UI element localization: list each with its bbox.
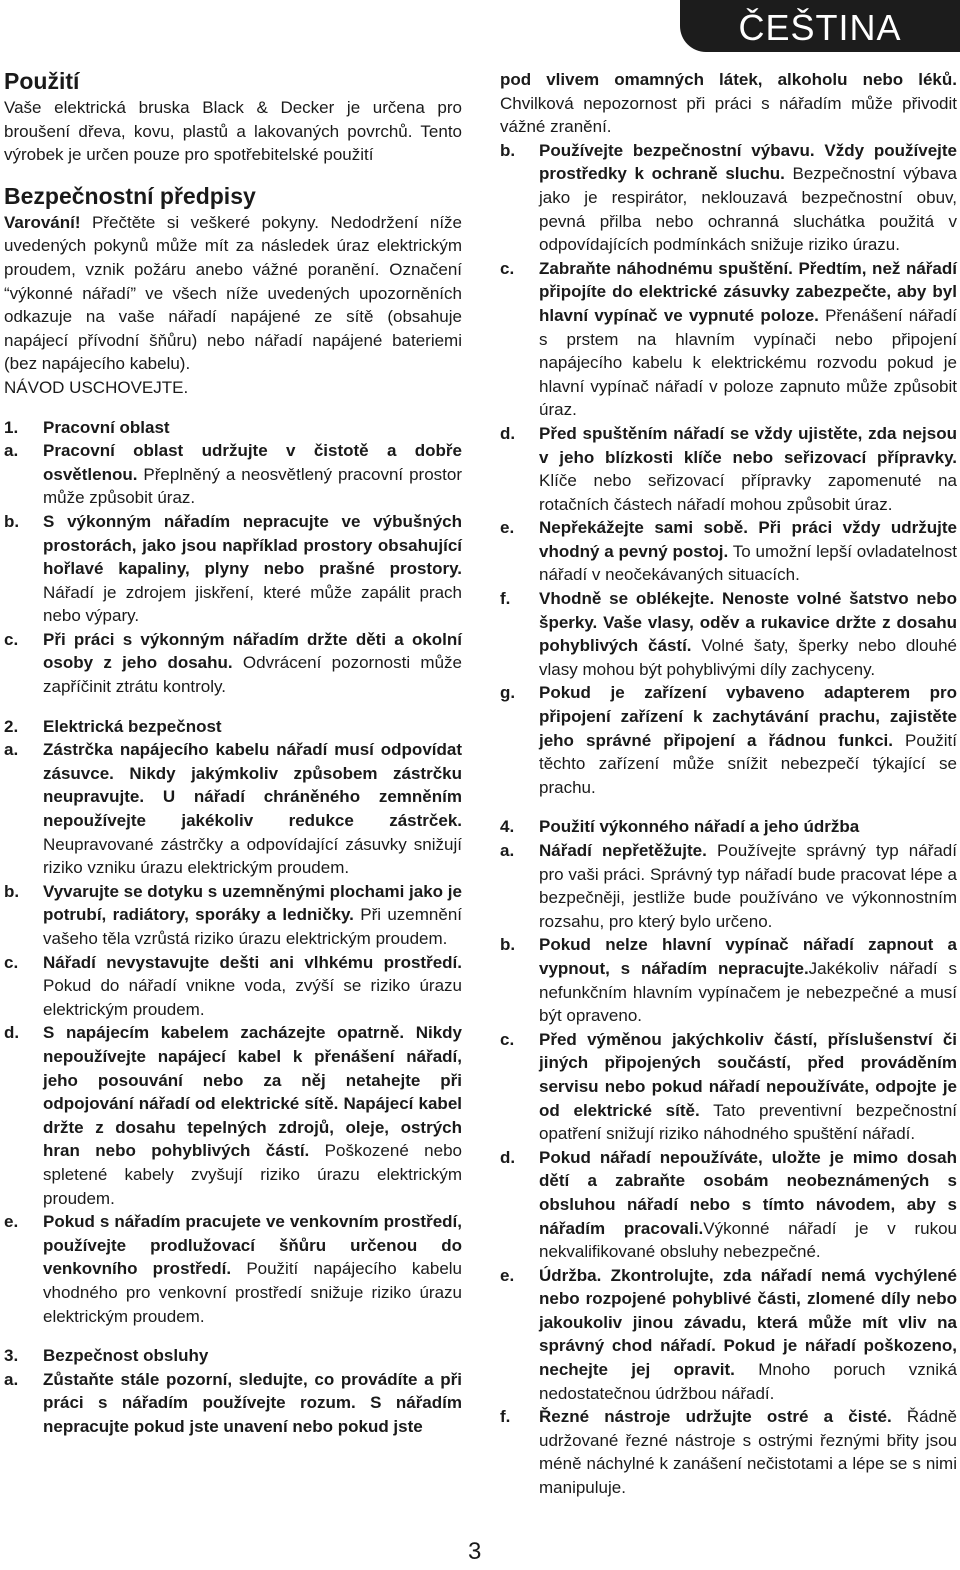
list-item: a. Zůstaňte stále pozorní, sledujte, co provádíte a při práci s nářadím používejte rozum. S nářadím nepracujte pokud jste unavení nebo pokud jste	[4, 1369, 462, 1436]
list-item: a. Zástrčka napájecího kabelu nářadí musí odpovídat zásuvce. Nikdy jakýmkoliv způsobem zástrčku neupravujte. U nářadí chráněného zemněním nepoužívejte jakékoliv redukce zástrček. Neupravované zástrčky a odpovídající zásuvky snižují riziko vzniku úrazu elektrickým proudem.	[4, 740, 462, 878]
list-item: f. Řezné nástroje udržujte ostré a čisté. Řádně udržované řezné nástroje s ostrými řeznými břity jsou méně náchylné k zanášení nečistotami a lépe se s nimi manipuluje.	[500, 1407, 957, 1498]
list-item: c. Při práci s výkonným nářadím držte děti a okolní osoby z jeho dosahu. Odvrácení pozornosti může zapříčinit ztrátu kontroly.	[4, 629, 462, 697]
list-item: a. Pracovní oblast udržujte v čistotě a dobře osvětlenou. Přeplněný a neosvětlený pracovní prostor může způsobit úraz.	[4, 441, 462, 508]
list-item: b. S výkonným nářadím nepracujte ve výbušných prostorách, jako jsou například prostory obsahující hořlavé kapaliny, plyny nebo prašné prostory. Nářadí je zdrojem jiskření, které může zapálit prach nebo výpary.	[4, 511, 462, 626]
list-item: a. Nářadí nepřetěžujte. Používejte správný typ nářadí pro vaši práci. Správný typ nářadí bude pracovat lépe a bezpečněji, jestliže bude používáno ve výkonnostním rozsahu, pro který bylo určeno.	[500, 841, 957, 931]
list-item: e. Údržba. Zkontrolujte, zda nářadí nemá vychýlené nebo rozpojené pohyblivé části, zlomené díly nebo jakoukoliv jinou závadu, která může mít vliv na správný chod nářadí. Pokud je nářadí poškozeno, nechejte jej opravit. Mnoho poruch vzniká nedostatečnou údržbou nářadí.	[500, 1265, 957, 1403]
list-item: f. Vhodně se oblékejte. Nenoste volné šatstvo nebo šperky. Vaše vlasy, oděv a rukavice držte z dosahu pohyblivých částí. Volné šaty, šperky nebo dlouhé vlasy mohou být pohyblivými díly zachyceny.	[500, 589, 957, 679]
list-item: b. Pokud nelze hlavní vypínač nářadí zapnout a vypnout, s nářadím nepracujte.Jakékoliv nářadí s nefunkčním hlavním vypínačem je nebezpečné a musí být opraveno.	[500, 935, 957, 1026]
list-item: d. S napájecím kabelem zacházejte opatrně. Nikdy nepoužívejte napájecí kabel k přenášení nářadí, jeho posouvání nebo za něj netahejte při odpojování nářadí od elektrické sítě. Napájecí kabel držte z dosahu tepelných zdrojů, oleje, ostrých hran nebo pohyblivých částí. Poškozené nebo spletené kabely zvyšují riziko úrazu elektrickým proudem.	[4, 1023, 462, 1208]
list-item: c. Před výměnou jakýchkoliv částí, příslušenství či jiných připojených součástí, před prováděním servisu nebo pokud nářadí nepoužíváte, odpojte je od elektrické sítě. Tato preventivní bezpečnostní opatření snižují riziko náhodného spuštění nářadí.	[500, 1029, 958, 1144]
list-item: b. Vyvarujte se dotyku s uzemněnými plochami jako je potrubí, radiátory, sporáky a ledničky. Při uzemnění vašeho těla vzrůstá riziko úrazu elektrickým proudem.	[4, 881, 463, 948]
list-item: g. Pokud je zařízení vybaveno adapterem pro připojení zařízení k zachytávání prachu, zajistěte jeho správné připojení a řádnou funkci. Použití těchto zařízení může snížit nebezpečí týkající se prachu.	[500, 683, 957, 797]
intro-text: Vaše elektrická bruska Black & Decker je určena pro broušení dřeva, kovu, plastů a lakovaných povrchů. Tento výrobek je určen pouze pro spotřebitelské použití	[4, 98, 462, 165]
left-column	[4, 66, 462, 1438]
language-badge: ČEŠTINA	[680, 0, 960, 52]
list-item: e. Pokud s nářadím pracujete ve venkovním prostředí, používejte prodlužovací šňůru určenou do venkovního prostředí. Použití napájecího kabelu vhodného pro venkovní prostředí snižuje riziko úrazu elektrickým proudem.	[4, 1212, 462, 1326]
section-1-heading: 1. Pracovní oblast	[4, 417, 170, 437]
intro-title: Použití	[4, 68, 80, 94]
warning-text: Přečtěte si veškeré pokyny. Nedodržení níže uvedených pokynů může mít za následek úraz elektrickým proudem, vznik požáru anebo vážné poranění. Označení “výkonné nářadí” ve všech níže uvedených upozorněních odkazuje na vaše nářadí napájené ze sítě (obsahuje napájecí přívodní šňůru) nebo nářadí napájené bateriemi (bez napájecího kabelu).	[4, 212, 462, 374]
warning-label: Varování!	[4, 212, 81, 232]
section-4-heading: 4. Použití výkonného nářadí a jeho údržba	[500, 817, 860, 837]
right-column	[500, 68, 957, 1500]
list-item: e. Nepřekážejte sami sobě. Při práci vždy udržujte vhodný a pevný postoj. To umožní lepší ovladatelnost nářadí v neočekávaných situacích.	[500, 518, 957, 585]
section-3-heading: 3. Bezpečnost obsluhy	[4, 1346, 209, 1366]
continued-text: pod vlivem omamných látek, alkoholu nebo léků. Chvilková nepozornost při práci s nářadím může přivodit vážné zranění.	[500, 70, 957, 137]
list-item: c. Zabraňte náhodnému spuštění. Předtím, než nářadí připojíte do elektrické zásuvky zabezpečte, aby byl hlavní vypínač ve vypnuté poloze. Přenášení nářadí s prstem na hlavním vypínači nebo připojení napájecího kabelu k elektrickému rozvodu pokud je hlavní vypínač nářadí v poloze zapnuto může způsobit úraz.	[500, 258, 957, 420]
section-2-heading: 2. Elektrická bezpečnost	[4, 716, 222, 736]
page-number: 3	[468, 1538, 482, 1565]
list-item: b. Používejte bezpečnostní výbavu. Vždy používejte prostředky k ochraně sluchu. Bezpečnostní výbava jako je respirátor, neklouzavá bezpečnostní obuv, pevná přilba nebo ochranná sluchátka použitá v odpovídajících podmínkách snižuje riziko úrazu.	[500, 140, 957, 255]
safety-title: Bezpečnostní předpisy	[4, 182, 256, 209]
keep-instructions: NÁVOD USCHOVEJTE.	[4, 377, 189, 397]
list-item: d. Pokud nářadí nepoužíváte, uložte je mimo dosah dětí a zabraňte osobám neobeznámených s obsluhou nářadí nebo s tímto návodem, aby s nářadím pracovali.Výkonné nářadí je v rukou nekvalifikované obsluhy nebezpečné.	[500, 1147, 957, 1262]
list-item: d. Před spuštěním nářadí se vždy ujistěte, zda nejsou v jeho blízkosti klíče nebo seřizovací přípravky. Klíče nebo seřizovací přípravky zapomenuté na rotačních částech nářadí mohou způsobit úraz.	[500, 423, 957, 514]
list-item: c. Nářadí nevystavujte dešti ani vlhkému prostředí. Pokud do nářadí vnikne voda, zvýší se riziko úrazu elektrickým proudem.	[4, 952, 462, 1019]
safety-warning	[4, 211, 462, 376]
